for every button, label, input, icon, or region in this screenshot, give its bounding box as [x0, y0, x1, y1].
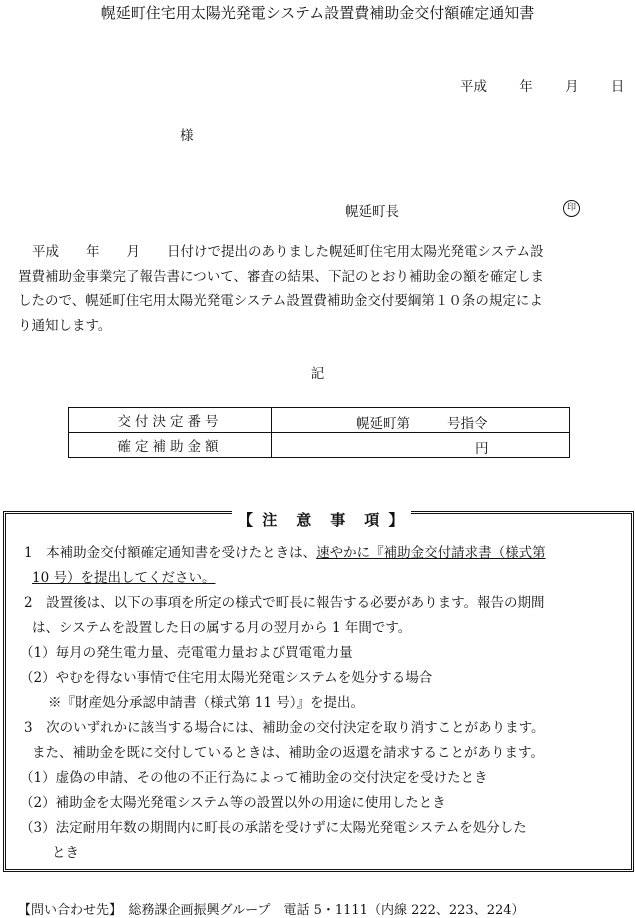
contact-info: 【問い合わせ先】 総務課企画振興グループ 電話 5・1111（内線 222、223、224） [18, 903, 525, 918]
note-3: 3 次のいずれかに該当する場合には、補助金の交付決定を取り消すことがあります。 [24, 720, 545, 736]
note-2-item-2: （2）やむを得ない事情で住宅用太陽光発電システムを処分する場合 [20, 670, 433, 686]
subsidy-amount-label: 確定補助金額 [69, 433, 272, 458]
date-era: 平成 [460, 79, 487, 95]
body-text [18, 240, 628, 338]
note-2-item-2-remark: ※『財産処分承認申請書（様式第 11 号）』を提出。 [48, 695, 365, 711]
document-title: 幌延町住宅用太陽光発電システム設置費補助金交付額確定通知書 [100, 4, 535, 22]
note-1-continued: 10 号）を提出してください。 [32, 570, 216, 586]
decision-number-value [272, 408, 570, 433]
seal-mark: 印 [563, 200, 580, 217]
body-line: したので、幌延町住宅用太陽光発電システム設置費補助金交付要綱第１０条の規定によ [18, 293, 543, 309]
date-year-suffix: 年 [519, 79, 533, 95]
body-line: 置費補助金事業完了報告書について、審査の結果、下記のとおり補助金の額を確定しま [18, 268, 544, 285]
note-2-item-1: （1）毎月の発生電力量、売電電力量および買電電力量 [20, 645, 353, 661]
decision-number-label: 交付決定番号 [69, 408, 272, 433]
body-line: 平成 年 月 日付けで提出のありました幌延町住宅用太陽光発電システム設 [32, 244, 544, 260]
note-3-item-3: （3）法定耐用年数の期間内に町長の承諾を受けずに太陽光発電システムを処分した [20, 820, 527, 836]
table-row [69, 433, 570, 458]
note-1-emphasis: 速やかに『補助金交付請求書（様式第 [316, 545, 546, 561]
decision-number-suffix: 号指令 [447, 416, 488, 432]
note-3-item-3-continued: とき [52, 845, 79, 861]
note-3-item-1: （1）虚偽の申請、その他の不正行為によって補助金の交付決定を受けたとき [20, 770, 488, 786]
note-2: 2 設置後は、以下の事項を所定の様式で町長に報告する必要があります。報告の期間 [24, 595, 545, 611]
issue-date [460, 75, 624, 95]
subsidy-amount-unit: 円 [475, 441, 489, 457]
ki-heading: 記 [310, 366, 325, 382]
note-1 [24, 541, 546, 561]
body-line: り通知します。 [18, 317, 112, 334]
subsidy-table [68, 407, 570, 458]
date-day-suffix: 日 [610, 79, 625, 95]
date-month-suffix: 月 [565, 79, 579, 95]
notes-heading: 【 注 意 事 項 】 [232, 509, 411, 530]
note-2-continued: は、システムを設置した日の属する月の翌月から 1 年間です。 [32, 620, 412, 636]
note-3-continued: また、補助金を既に交付しているときは、補助金の返還を請求することがあります。 [32, 745, 544, 761]
table-row [69, 408, 570, 433]
note-1-text: 1 本補助金交付額確定通知書を受けたときは、 [24, 545, 317, 561]
addressee-honorific: 様 [180, 128, 194, 144]
issuer-name: 幌延町長 [345, 204, 399, 220]
decision-number-prefix: 幌延町第 [356, 416, 410, 432]
note-3-item-2: （2）補助金を太陽光発電システム等の設置以外の用途に使用したとき [20, 795, 446, 811]
subsidy-amount-value [272, 433, 570, 458]
